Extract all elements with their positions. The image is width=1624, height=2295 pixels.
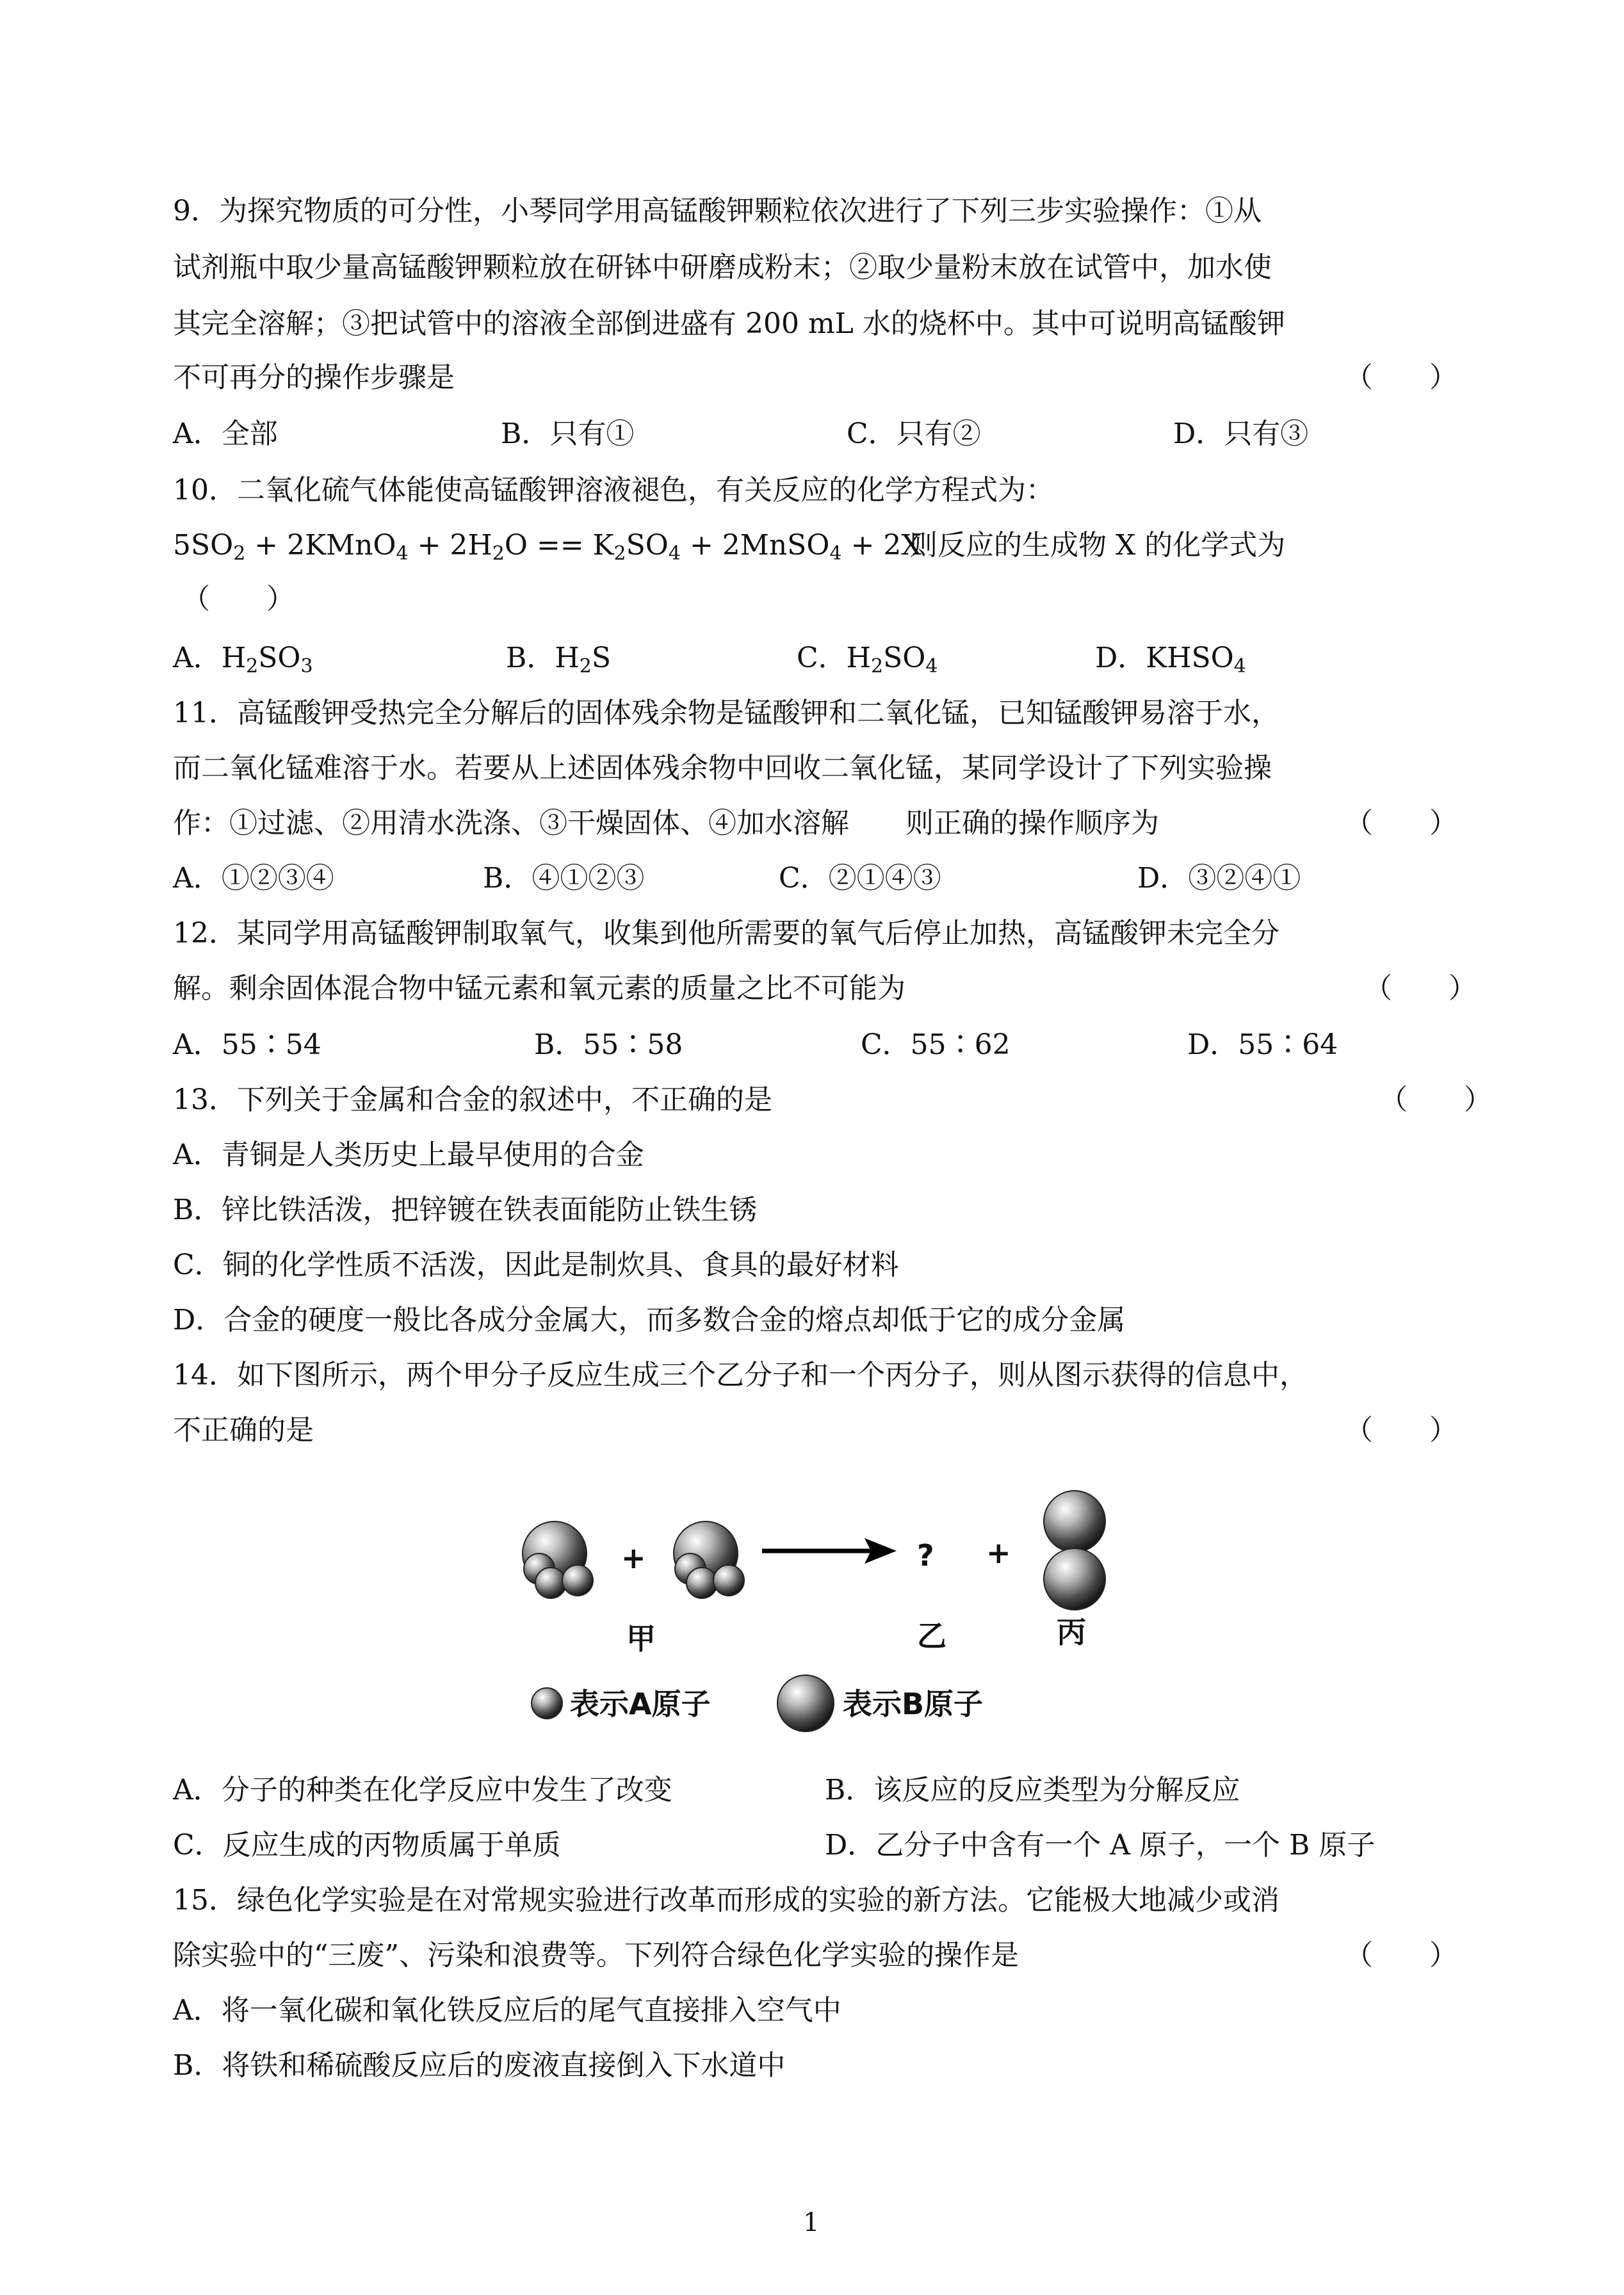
q14-line-2: 不正确的是 xyxy=(173,1414,314,1447)
q12-option-b: B．55∶58 xyxy=(534,1028,683,1061)
q12-option-d: D．55∶64 xyxy=(1187,1028,1338,1061)
q11-line-3: 作：①过滤、②用清水洗涤、③干燥固体、④加水溶解 则正确的操作顺序为 xyxy=(173,807,1159,839)
atom-a xyxy=(686,1568,717,1598)
q14-option-c: C．反应生成的丙物质属于单质 xyxy=(173,1829,561,1861)
q13-answer-paren: （ ） xyxy=(1379,1083,1492,1116)
plus-sign-1: + xyxy=(621,1541,646,1575)
legend-atom-b-icon xyxy=(777,1675,834,1731)
q12-option-a: A．55∶54 xyxy=(173,1028,321,1061)
plus-sign-2: + xyxy=(986,1536,1011,1570)
q12-option-c: C．55∶62 xyxy=(861,1028,1011,1061)
q9-answer-paren: （ ） xyxy=(1345,361,1458,394)
molecule-jia-2 xyxy=(674,1521,744,1598)
page-number: 1 xyxy=(803,2208,820,2237)
q15-option-a: A．将一氧化碳和氧化铁反应后的尾气直接排入空气中 xyxy=(173,1994,841,2027)
q11-line-2: 而二氧化锰难溶于水。若要从上述固体残余物中回收二氧化锰，某同学设计了下列实验操 xyxy=(173,752,1272,784)
atom-a xyxy=(535,1568,566,1598)
q14-answer-paren: （ ） xyxy=(1345,1414,1458,1447)
q10-option-c: C．$H_2SO_4$ xyxy=(797,642,938,677)
q15-answer-paren: （ ） xyxy=(1345,1939,1458,1972)
q13-option-d: D．合金的硬度一般比各成分金属大，而多数合金的熔点却低于它的成分金属 xyxy=(173,1304,1126,1336)
q10-option-b: B．$H_2S$ xyxy=(506,642,611,677)
q13-option-b: B．锌比铁活泼，把锌镀在铁表面能防止铁生锈 xyxy=(173,1194,758,1226)
legend-atom-b-label: 表示B原子 xyxy=(843,1687,984,1721)
label-yi: 乙 xyxy=(917,1619,946,1653)
q9-line-3: 其完全溶解；③把试管中的溶液全部倒进盛有 200 mL 水的烧杯中。其中可说明高锰酸钾 xyxy=(173,307,1285,340)
q13-option-a: A．青铜是人类历史上最早使用的合金 xyxy=(173,1139,644,1171)
q10-equation-tail: 则反应的生成物 X 的化学式为 xyxy=(909,529,1286,562)
molecule-jia-1 xyxy=(523,1521,593,1598)
q9-option-d: D．只有③ xyxy=(1173,418,1309,450)
q9-option-a: A．全部 xyxy=(173,418,278,450)
q12-line-1: 12．某同学用高锰酸钾制取氧气，收集到他所需要的氧气后停止加热，高锰酸钾未完全分 xyxy=(173,917,1279,950)
q11-option-d: D．③②④① xyxy=(1137,862,1301,895)
q10-option-a: A．$H_2SO_3$ xyxy=(173,642,313,677)
q9-option-b: B．只有① xyxy=(501,418,635,450)
q13-line-1: 13．下列关于金属和合金的叙述中，不正确的是 xyxy=(173,1083,772,1116)
q15-line-2: 除实验中的“三废”、污染和浪费等。下列符合绿色化学实验的操作是 xyxy=(173,1939,1019,1972)
legend-atom-a-label: 表示A原子 xyxy=(570,1687,711,1721)
q9-line-2: 试剂瓶中取少量高锰酸钾颗粒放在研钵中研磨成粉末；②取少量粉末放在试管中，加水使 xyxy=(173,251,1272,284)
q9-line-4: 不可再分的操作步骤是 xyxy=(173,361,455,394)
q11-answer-paren: （ ） xyxy=(1345,807,1458,839)
atom-b xyxy=(1044,1548,1105,1610)
q14-line-1: 14．如下图所示，两个甲分子反应生成三个乙分子和一个丙分子，则从图示获得的信息中， xyxy=(173,1359,1308,1391)
reaction-arrow xyxy=(762,1538,897,1564)
q14-option-d: D．乙分子中含有一个 A 原子，一个 B 原子 xyxy=(825,1829,1376,1861)
q11-option-c: C．②①④③ xyxy=(779,862,941,895)
q15-line-1: 15．绿色化学实验是在对常规实验进行改革而形成的实验的新方法。它能极大地减少或消 xyxy=(173,1884,1279,1917)
label-jia: 甲 xyxy=(626,1621,656,1656)
q10-equation: $5SO_2$ + 2KMnO$_4$ + $2H_2O == K_2SO_4$ + 2MnSO$_4$ + 2X xyxy=(173,529,922,565)
q10-line-1: 10．二氧化硫气体能使高锰酸钾溶液褪色，有关反应的化学方程式为： xyxy=(173,474,1054,507)
molecule-bing xyxy=(1044,1491,1105,1610)
q12-answer-paren: （ ） xyxy=(1364,972,1477,1005)
atom-a xyxy=(562,1565,593,1596)
q11-option-b: B．④①②③ xyxy=(483,862,645,895)
q12-line-2: 解。剩余固体混合物中锰元素和氧元素的质量之比不可能为 xyxy=(173,972,905,1005)
q10-option-d: D．$KHSO_4$ xyxy=(1095,642,1246,677)
q9-option-c: C．只有② xyxy=(847,418,981,450)
legend-atom-a-icon xyxy=(532,1688,562,1719)
label-bing: 丙 xyxy=(1057,1615,1086,1650)
q15-option-b: B．将铁和稀硫酸反应后的废液直接倒入下水道中 xyxy=(173,2049,786,2082)
q11-option-a: A．①②③④ xyxy=(173,862,334,895)
atom-a xyxy=(713,1565,744,1596)
q9-line-1: 9．为探究物质的可分性，小琴同学用高锰酸钾颗粒依次进行了下列三步实验操作：①从 xyxy=(173,195,1262,227)
unknown-molecule-yi: ? xyxy=(917,1538,934,1573)
atom-b xyxy=(1044,1491,1105,1552)
q11-line-1: 11．高锰酸钾受热完全分解后的固体残余物是锰酸钾和二氧化锰，已知锰酸钾易溶于水， xyxy=(173,697,1279,729)
q14-option-b: B．该反应的反应类型为分解反应 xyxy=(825,1774,1240,1806)
q10-answer-paren: （ ） xyxy=(182,583,295,615)
q14-option-a: A．分子的种类在化学反应中发生了改变 xyxy=(173,1774,672,1806)
q13-option-c: C．铜的化学性质不活泼，因此是制炊具、食具的最好材料 xyxy=(173,1249,899,1281)
